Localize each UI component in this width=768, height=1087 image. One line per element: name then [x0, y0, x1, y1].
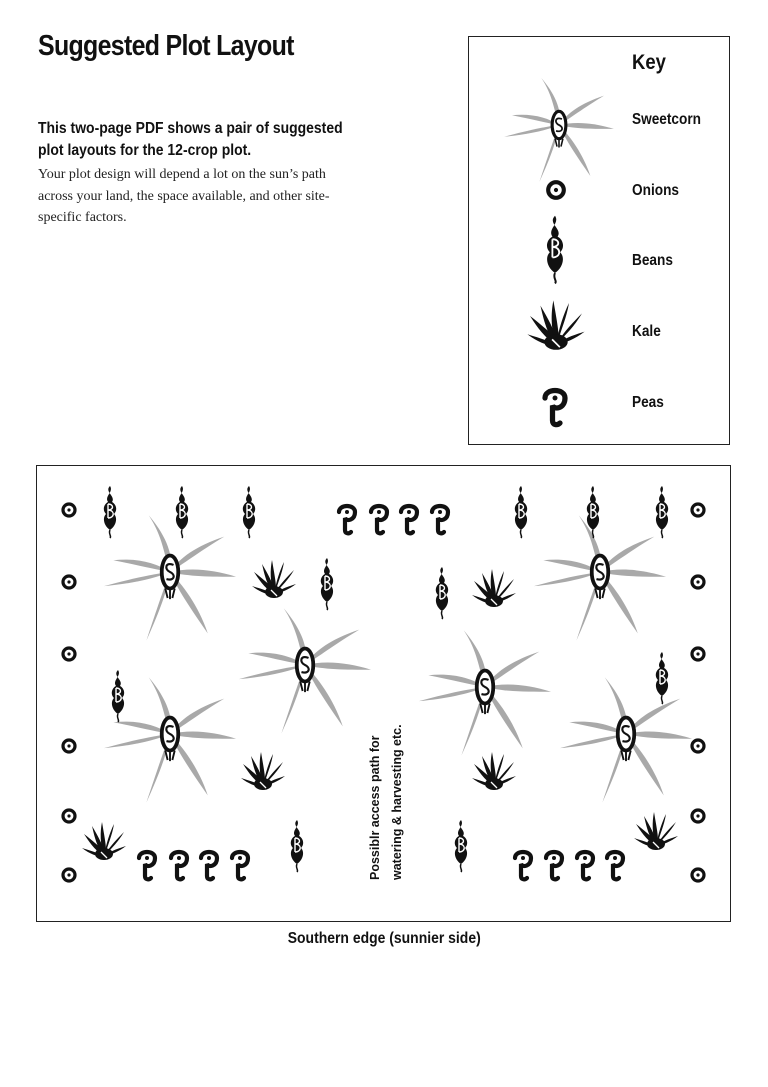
pea-plant [139, 852, 155, 879]
plot-layout-drawing [37, 466, 732, 923]
bean-plant [291, 820, 303, 872]
onion-plant [692, 504, 704, 516]
southern-edge-label: Southern edge (sunnier side) [287, 930, 481, 947]
legend-key-panel [468, 36, 730, 445]
key-label-peas: Peas [632, 394, 664, 411]
pea-plant [607, 852, 623, 879]
bean-plant [656, 486, 668, 538]
kale-plant [82, 822, 126, 860]
sweetcorn-plant [560, 677, 692, 802]
onion-plant [63, 869, 75, 881]
onion-plant [692, 648, 704, 660]
southern-edge-caption [0, 930, 768, 948]
bean-plant [104, 486, 116, 538]
onion-plant [63, 740, 75, 752]
pea-plant [201, 852, 217, 879]
access-path-label-line1: Possiblr access path for [368, 735, 382, 880]
onion-plant [63, 576, 75, 588]
kale-plant [472, 569, 516, 607]
kale-icon [531, 295, 581, 361]
pea-plant [171, 852, 187, 879]
access-path-label-line2: watering & harvesting etc. [390, 724, 404, 880]
onion-plant [692, 576, 704, 588]
kale-plant [634, 812, 678, 850]
plot-layout-diagram [36, 465, 731, 922]
kale-plant [241, 752, 285, 790]
kale-plant [472, 752, 516, 790]
pea-plant [432, 506, 448, 533]
key-title: Key [632, 51, 666, 74]
bean-plant [515, 486, 527, 538]
bean-plant [176, 486, 188, 538]
pea-plant [232, 852, 248, 879]
pea-plant [339, 506, 355, 533]
intro-summary: This two-page PDF shows a pair of suggested plot layouts for the 12-crop plot. [38, 120, 343, 159]
key-label-sweetcorn: Sweetcorn [632, 111, 701, 128]
onion-icon [541, 175, 571, 205]
sweetcorn-plant [534, 515, 666, 640]
sweetcorn-plant [239, 608, 371, 733]
sweetcorn-icon [489, 65, 629, 189]
bean-plant [656, 652, 668, 704]
onion-plant [63, 648, 75, 660]
pea-plant [401, 506, 417, 533]
sweetcorn-plant [104, 515, 236, 640]
bean-plant [321, 558, 333, 610]
key-label-kale: Kale [632, 323, 661, 340]
onion-plant [692, 869, 704, 881]
page-title: Suggested Plot Layout [38, 30, 294, 62]
intro-body-text: Your plot design will depend a lot on the sun’s path across your land, the space available, and other site-specific factors. [38, 167, 330, 225]
pea-plant [371, 506, 387, 533]
onion-plant [692, 810, 704, 822]
kale-plant [252, 560, 296, 598]
pea-plant [515, 852, 531, 879]
onion-plant [63, 504, 75, 516]
bean-icon [537, 217, 573, 283]
bean-plant [112, 670, 124, 722]
bean-plant [455, 820, 467, 872]
sweetcorn-plant [419, 630, 551, 755]
onion-plant [63, 810, 75, 822]
key-label-onions: Onions [632, 182, 679, 199]
sweetcorn-plant [104, 677, 236, 802]
key-label-beans: Beans [632, 252, 673, 269]
bean-plant [436, 567, 448, 619]
onion-plant [692, 740, 704, 752]
pea-plant [577, 852, 593, 879]
pea-plant [546, 852, 562, 879]
bean-plant [243, 486, 255, 538]
pea-icon [537, 381, 573, 433]
